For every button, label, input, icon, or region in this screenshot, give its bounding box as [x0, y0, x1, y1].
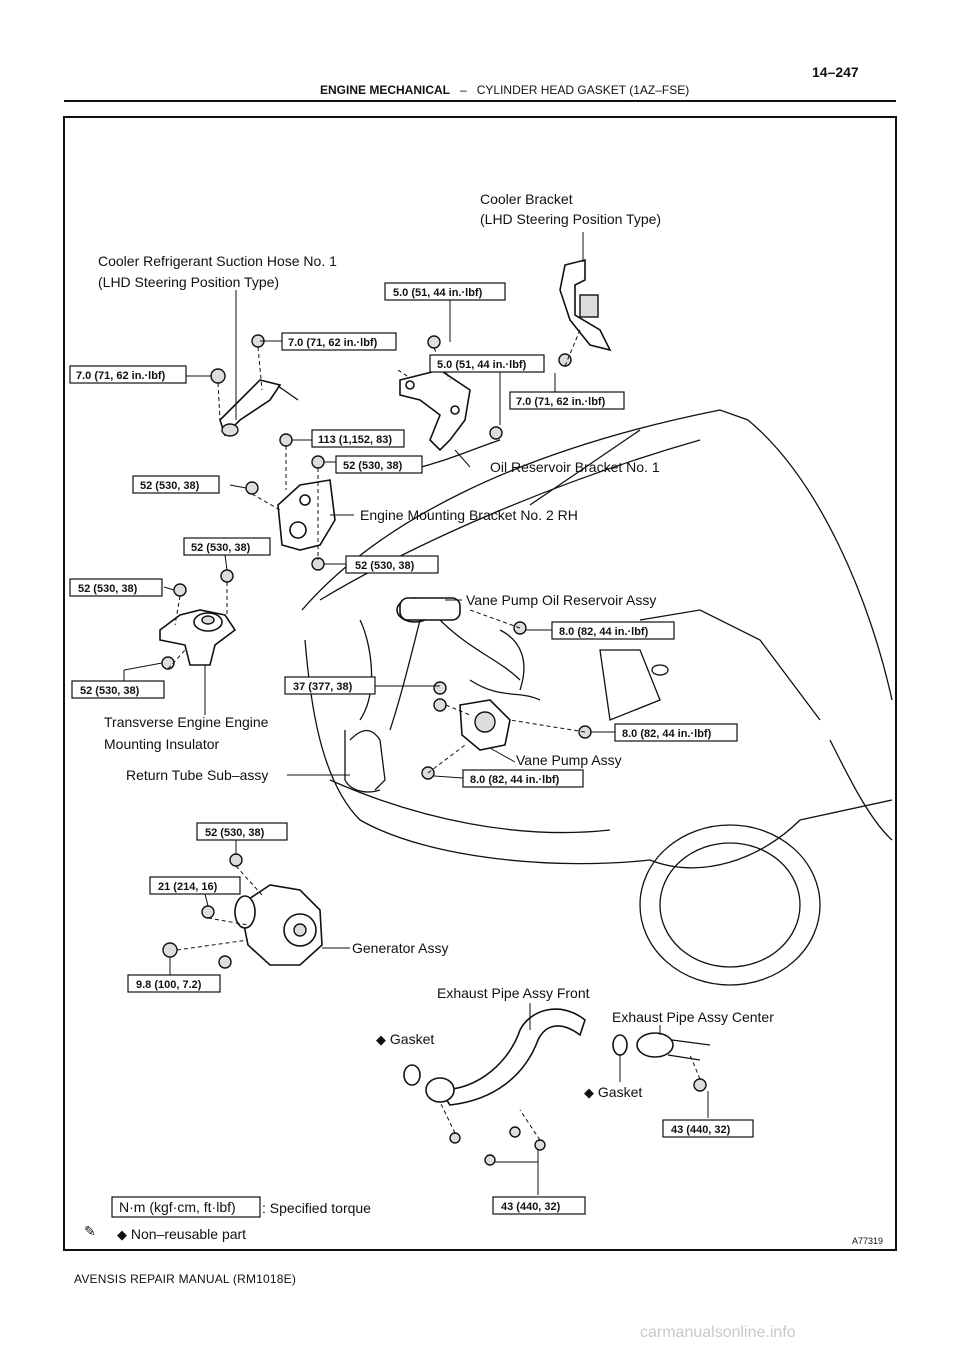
label-oil-reservoir-bracket: Oil Reservoir Bracket No. 1 — [490, 459, 660, 475]
label-gasket-2: ◆ Gasket — [584, 1084, 643, 1100]
exhaust-center-part — [637, 1025, 710, 1060]
diamond-icon: ◆ — [117, 1227, 127, 1242]
gasket-2-part — [613, 1035, 627, 1055]
torque-spec-t15 — [615, 724, 737, 741]
torque-spec-t8 — [133, 476, 219, 493]
label-exhaust-center: Exhaust Pipe Assy Center — [612, 1009, 774, 1025]
legend-nonreusable: ◆ Non–reusable part — [117, 1226, 247, 1242]
svg-text:52 (530, 38): 52 (530, 38) — [343, 460, 403, 472]
engine-mounting-bracket-part — [278, 480, 335, 550]
diamond-icon: ◆ — [584, 1085, 594, 1100]
pencil-icon: ✎ — [84, 1223, 96, 1239]
exhaust-front-part — [426, 1003, 585, 1105]
header-subsection: CYLINDER HEAD GASKET (1AZ–FSE) — [476, 83, 690, 97]
svg-text:43 (440, 32): 43 (440, 32) — [501, 1201, 561, 1213]
header-section: ENGINE MECHANICAL — [320, 83, 451, 97]
torque-spec-t21 — [493, 1197, 585, 1214]
vane-pump-part — [460, 700, 515, 762]
torque-spec-t9 — [184, 538, 270, 555]
svg-text:7.0 (71, 62 in.·lbf): 7.0 (71, 62 in.·lbf) — [516, 396, 606, 408]
torque-spec-t16 — [463, 770, 583, 787]
svg-text:7.0 (71, 62 in.·lbf): 7.0 (71, 62 in.·lbf) — [76, 370, 166, 382]
label-vane-pump: Vane Pump Assy — [516, 752, 622, 768]
cooler-bracket-part — [560, 232, 610, 350]
svg-text:9.8 (100, 7.2): 9.8 (100, 7.2) — [136, 979, 202, 991]
label-vane-pump-reservoir: Vane Pump Oil Reservoir Assy — [466, 592, 657, 608]
torque-spec-t12 — [552, 622, 674, 639]
torque-spec-t20 — [663, 1120, 753, 1137]
torque-spec-t17 — [197, 823, 287, 840]
svg-text:8.0 (82, 44 in.·lbf): 8.0 (82, 44 in.·lbf) — [470, 774, 560, 786]
oil-reservoir-bracket-part — [400, 370, 470, 450]
svg-text:5.0 (51, 44 in.·lbf): 5.0 (51, 44 in.·lbf) — [393, 287, 483, 299]
torque-spec-t6 — [312, 430, 404, 447]
figure-id: A77319 — [852, 1236, 884, 1246]
legend-unit-text: : Specified torque — [262, 1200, 371, 1216]
svg-text:52 (530, 38): 52 (530, 38) — [355, 560, 415, 572]
legend — [84, 1197, 883, 1246]
header-separator: – — [460, 83, 467, 97]
vehicle-outline — [302, 410, 892, 985]
torque-spec-t19 — [128, 975, 220, 992]
torque-spec-t10 — [70, 579, 162, 596]
diamond-icon: ◆ — [376, 1032, 386, 1047]
gasket-1-part — [404, 1065, 420, 1085]
label-suction-hose-type: (LHD Steering Position Type) — [98, 274, 280, 290]
page-footer: AVENSIS REPAIR MANUAL (RM1018E) — [74, 1272, 297, 1286]
label-return-tube: Return Tube Sub–assy — [126, 767, 269, 783]
svg-text:52 (530, 38): 52 (530, 38) — [140, 480, 200, 492]
svg-text:113 (1,152, 83): 113 (1,152, 83) — [318, 434, 393, 446]
torque-spec-t1 — [385, 283, 505, 300]
label-cooler-bracket-type: (LHD Steering Position Type) — [480, 211, 662, 227]
torque-spec-t7 — [336, 456, 422, 473]
torque-spec-t11 — [346, 556, 438, 573]
torque-spec-t14 — [285, 677, 375, 694]
label-insulator-2: Mounting Insulator — [104, 736, 220, 752]
label-cooler-bracket: Cooler Bracket — [480, 191, 573, 207]
svg-text:52 (530, 38): 52 (530, 38) — [80, 685, 140, 697]
svg-text:52 (530, 38): 52 (530, 38) — [191, 542, 251, 554]
label-suction-hose: Cooler Refrigerant Suction Hose No. 1 — [98, 253, 337, 269]
reservoir-and-tubes-part — [345, 598, 540, 792]
label-gasket-1: ◆ Gasket — [376, 1031, 435, 1047]
svg-text:8.0 (82, 44 in.·lbf): 8.0 (82, 44 in.·lbf) — [622, 728, 712, 740]
svg-text:5.0 (51, 44 in.·lbf): 5.0 (51, 44 in.·lbf) — [437, 359, 527, 371]
label-exhaust-front: Exhaust Pipe Assy Front — [437, 985, 590, 1001]
generator-part — [235, 885, 350, 965]
torque-spec-t18 — [150, 877, 240, 894]
torque-spec-t3 — [70, 366, 186, 383]
legend-unit-label: N·m (kgf·cm, ft·lbf) — [119, 1199, 236, 1215]
page-number: 14–247 — [812, 64, 859, 80]
torque-spec-t5 — [510, 392, 624, 409]
svg-text:52 (530, 38): 52 (530, 38) — [78, 583, 138, 595]
svg-text:43 (440, 32): 43 (440, 32) — [671, 1124, 731, 1136]
label-generator: Generator Assy — [352, 940, 449, 956]
torque-spec-t13 — [72, 681, 164, 698]
label-engine-mounting-bracket: Engine Mounting Bracket No. 2 RH — [360, 507, 578, 523]
svg-text:8.0 (82, 44 in.·lbf): 8.0 (82, 44 in.·lbf) — [559, 626, 649, 638]
svg-text:37 (377, 38): 37 (377, 38) — [293, 681, 353, 693]
torque-spec-t2 — [282, 333, 396, 350]
svg-text:7.0 (71, 62 in.·lbf): 7.0 (71, 62 in.·lbf) — [288, 337, 378, 349]
svg-text:52 (530, 38): 52 (530, 38) — [205, 827, 265, 839]
torque-spec-t4 — [430, 355, 544, 372]
watermark: carmanualsonline.info — [640, 1324, 796, 1341]
label-insulator: Transverse Engine Engine — [104, 714, 269, 730]
svg-text:21 (214, 16): 21 (214, 16) — [158, 881, 218, 893]
